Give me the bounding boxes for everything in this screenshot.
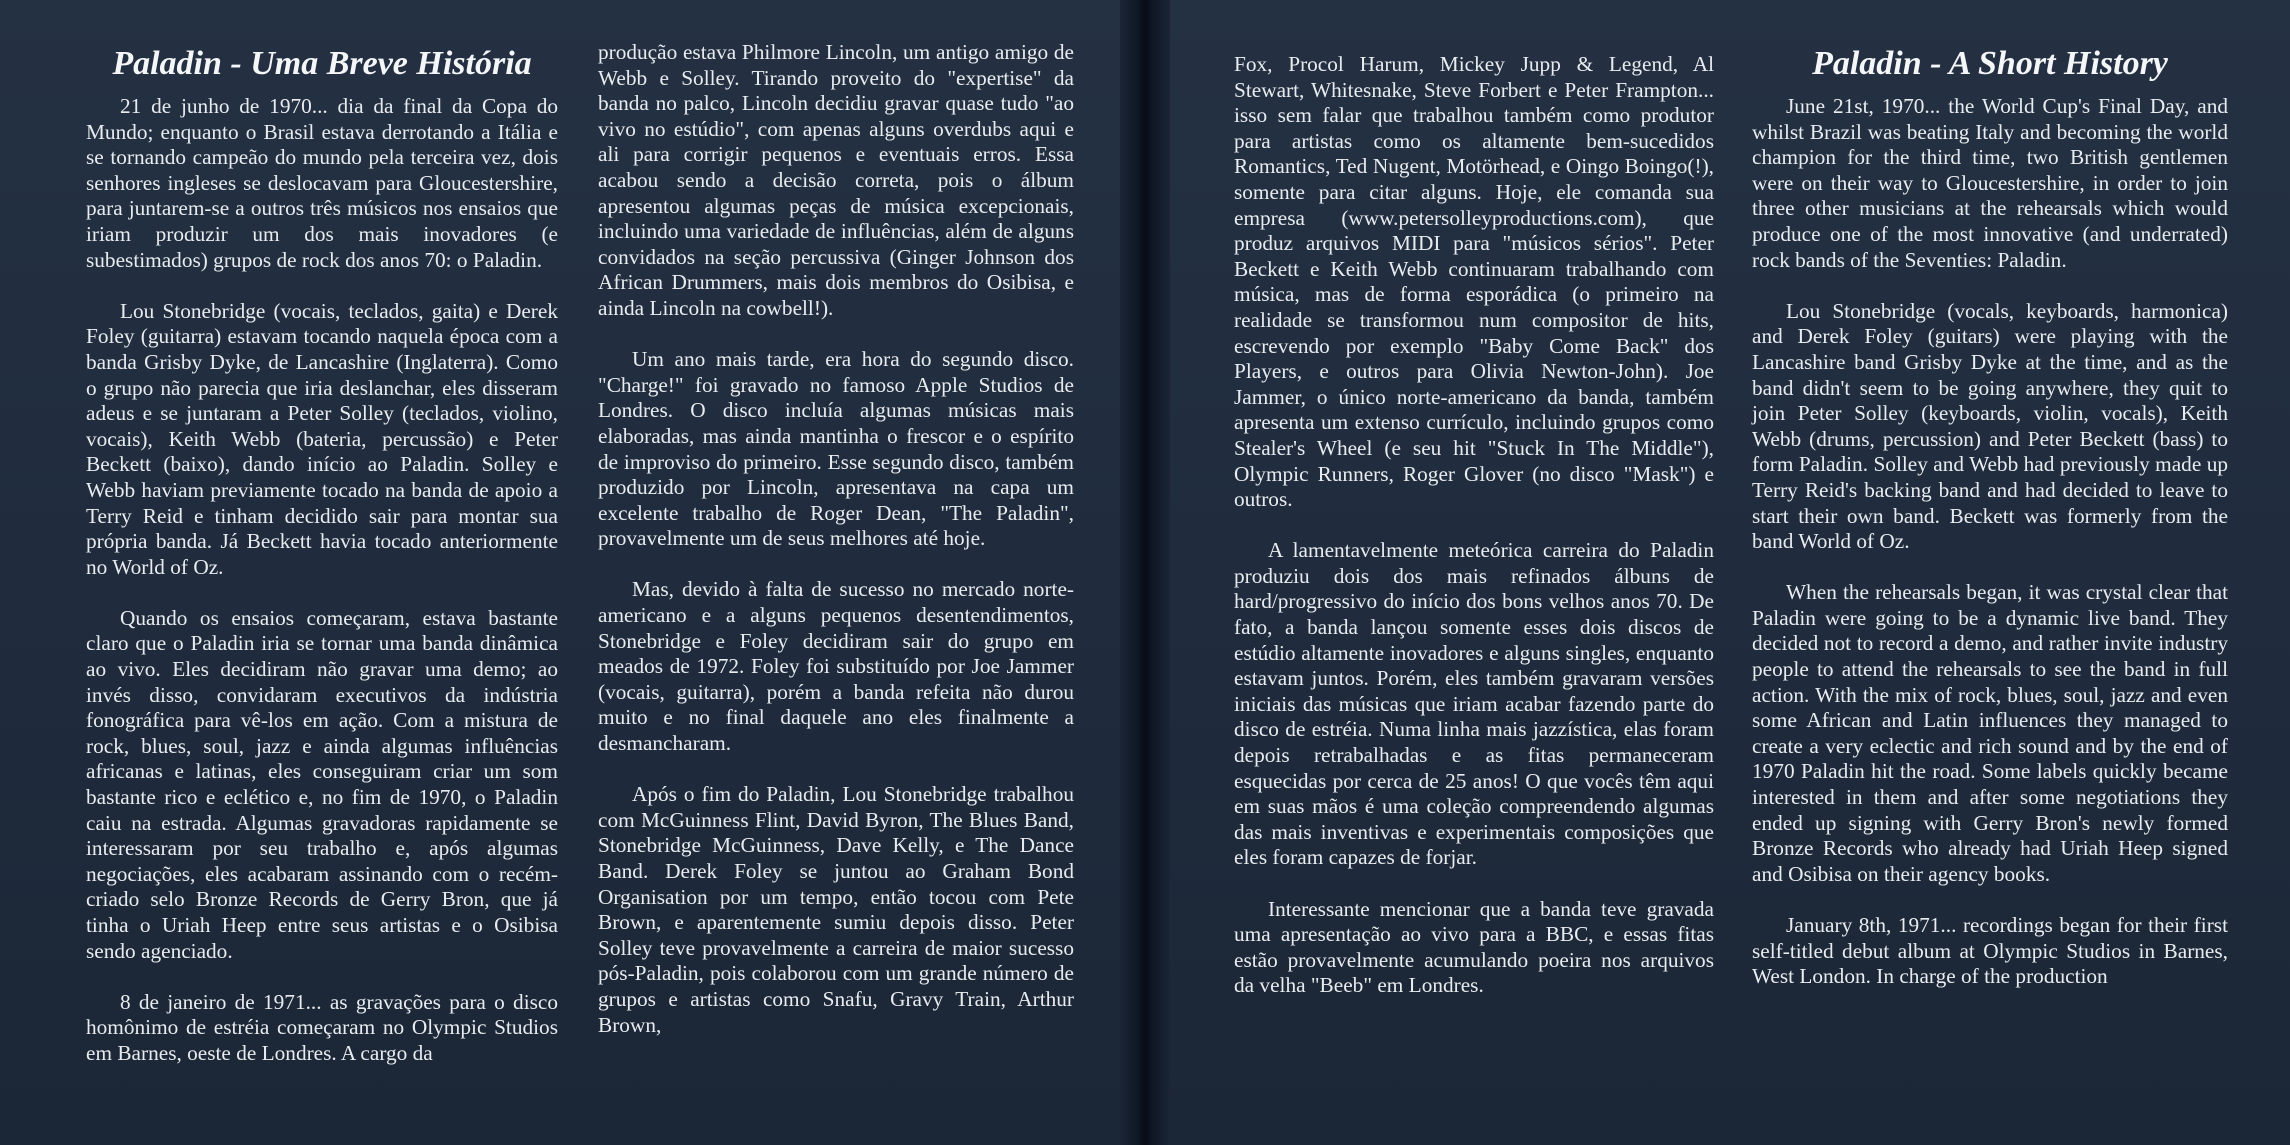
paragraph: Mas, devido à falta de sucesso no mercado norte-americano e a alguns pequenos desentendimentos, Stonebridge e Foley decidiram sair do grupo em meados de 1972. Foley foi substituído por Joe Jammer (vocais, guitarra), porém a banda refeita não durou muito e no final daquele ano eles finalmente a desmancharam. (598, 577, 1074, 756)
paragraph: Lou Stonebridge (vocals, keyboards, harmonica) and Derek Foley (guitars) were playing with the Lancashire band Grisby Dyke at the time, and as the band didn't seem to be going anywhere, they quit to join Peter Solley (keyboards, violin, vocals), Keith Webb (drums, percussion) and Peter Beckett (bass) to form Paladin. Solley and Webb had previously made up Terry Reid's backing band and had decided to leave to start their own band. Beckett was formerly from the band World of Oz. (1752, 298, 2228, 554)
english-column (1752, 40, 2228, 1015)
paragraph: Fox, Procol Harum, Mickey Jupp & Legend, Al Stewart, Whitesnake, Steve Forbert e Peter Frampton... isso sem falar que trabalhou também como produtor para artistas como os altamente bem-sucedidos Romantics, Ted Nugent, Motörhead, e Oingo Boingo(!), somente para citar alguns. Hoje, ele comanda sua empresa (www.petersolleyproductions.com), que produz arquivos MIDI para "músicos sérios". Peter Beckett e Keith Webb continuaram trabalhando com música, mas de forma esporádica (o primeiro na realidade se transformou num compositor de hits, escrevendo por exemplo "Baby Come Back" dos Players, e outros para Olivia Newton-John). Joe Jammer, o único norte-americano da banda, também apresenta um extenso currículo, incluindo grupos como Stealer's Wheel (e seu hit "Stuck In The Middle"), Olympic Runners, Roger Glover (no disco "Mask") e outros. (1234, 52, 1714, 512)
paragraph: Interessante mencionar que a banda teve gravada uma apresentação ao vivo para a BBC, e essas fitas estão provavelmente acumulando poeira nos arquivos da velha "Beeb" em Londres. (1234, 896, 1714, 998)
english-title: Paladin - A Short History (1812, 45, 2168, 82)
paragraph: Quando os ensaios começaram, estava bastante claro que o Paladin iria se tornar uma banda dinâmica ao vivo. Eles decidiram não gravar uma demo; ao invés disso, convidaram executivos da indústria fonográfica para vê-los em ação. Com a mistura de rock, blues, soul, jazz e ainda algumas influências africanas e latinas, eles conseguiram criar um som bastante rico e eclético e, no fim de 1970, o Paladin caiu na estrada. Algumas gravadoras rapidamente se interessaram por seu trabalho e, após algumas negociações, eles acabaram assinando com o recém-criado selo Bronze Records de Gerry Bron, que já tinha o Uriah Heep entre seus artistas e o Osibisa sendo agenciado. (86, 605, 558, 963)
paragraph: produção estava Philmore Lincoln, um antigo amigo de Webb e Solley. Tirando proveito do "expertise" da banda no palco, Lincoln decidiu gravar quase tudo "ao vivo no estúdio", com apenas alguns overdubs aqui e ali para corrigir pequenos e eventuais erros. Essa acabou sendo a decisão correta, pois o álbum apresentou algumas peças de música excepcionais, incluindo uma variedade de influências, além de alguns convidados na seção percussiva (Ginger Johnson dos African Drummers, mais dois membros do Osibisa, e ainda Lincoln na cowbell!). (598, 40, 1074, 320)
paragraph: 8 de janeiro de 1971... as gravações para o disco homônimo de estréia começaram no Olympic Studios em Barnes, oeste de Londres. A cargo da (86, 989, 558, 1065)
paragraph: Após o fim do Paladin, Lou Stonebridge trabalhou com McGuinness Flint, David Byron, The Blues Band, Stonebridge McGuinness, Dave Kelly, e The Dance Band. Derek Foley se juntou ao Graham Bond Organisation por um tempo, então tocou com Pete Brown, e aparentemente sumiu depois disso. Peter Solley teve provavelmente a carreira de maior sucesso pós-Paladin, pois colaborou com um grande número de grupos e artistas como Snafu, Gravy Train, Arthur Brown, (598, 782, 1074, 1037)
portuguese-column-3 (1234, 52, 1714, 1025)
paragraph: June 21st, 1970... the World Cup's Final Day, and whilst Brazil was beating Italy and becoming the world champion for the third time, two British gentlemen were on their way to Gloucestershire, in order to join three other musicians at the rehearsals which would produce one of the most innovative (and underrated) rock bands of the Seventies: Paladin. (1752, 94, 2228, 272)
portuguese-title: Paladin - Uma Breve História (112, 45, 532, 82)
paragraph: A lamentavelmente meteórica carreira do Paladin produziu dois dos mais refinados álbuns de hard/progressivo do início dos bons velhos anos 70. De fato, a banda lançou somente esses dois discos de estúdio altamente inovadores e alguns singles, enquanto estavam juntos. Porém, eles também gravaram versões iniciais das músicas que iriam acabar fazendo parte do disco de estréia. Numa linha mais jazzística, elas foram depois retrabalhadas e as fitas permaneceram esquecidas por cerca de 25 anos! O que vocês têm aqui em suas mãos é uma coleção compreendendo algumas das mais inventivas e experimentais composições que eles foram capazes de forjar. (1234, 538, 1714, 870)
portuguese-column-2 (598, 40, 1074, 1064)
paragraph: When the rehearsals began, it was crystal clear that Paladin were going to be a dynamic live band. They decided not to record a demo, and rather invite industry people to attend the rehearsals to see the band in full action. With the mix of rock, blues, soul, jazz and even some African and Latin influences they managed to create a very eclectic and rich sound and by the end of 1970 Paladin hit the road. Some labels quickly became interested in them and after some negotiations they ended up signing with Gerry Bron's newly formed Bronze Records who already had Uriah Heep signed and Osibisa on their agency books. (1752, 580, 2228, 886)
booklet-spine (1120, 0, 1170, 1145)
paragraph: Lou Stonebridge (vocais, teclados, gaita) e Derek Foley (guitarra) estavam tocando naquela época com a banda Grisby Dyke, de Lancashire (Inglaterra). Como o grupo não parecia que iria deslanchar, eles disseram adeus e se juntaram a Peter Solley (teclados, violino, vocais), Keith Webb (bateria, percussão) e Peter Beckett (baixo), dando início ao Paladin. Solley e Webb haviam previamente tocado na banda de apoio a Terry Reid e tinham decidido sair para montar sua própria banda. Já Beckett havia tocado anteriormente no World of Oz. (86, 298, 558, 579)
paragraph: Um ano mais tarde, era hora do segundo disco. "Charge!" foi gravado no famoso Apple Studios de Londres. O disco incluía algumas músicas mais elaboradas, mas ainda mantinha o frescor e o espírito de improviso do primeiro. Esse segundo disco, também produzido por Lincoln, apresentava na capa um excelente trabalho de Roger Dean, "The Paladin", provavelmente um de seus melhores até hoje. (598, 347, 1074, 551)
paragraph: 21 de junho de 1970... dia da final da Copa do Mundo; enquanto o Brasil estava derrotando a Itália e se tornando campeão do mundo pela terceira vez, dois senhores ingleses se deslocavam para Gloucestershire, para juntarem-se a outros três músicos nos ensaios que iriam produzir um dos mais inovadores (e subestimados) grupos de rock dos anos 70: o Paladin. (86, 94, 558, 272)
portuguese-column-1 (86, 40, 558, 1092)
paragraph: January 8th, 1971... recordings began for their first self-titled debut album at Olympic Studios in Barnes, West London. In charge of the production (1752, 913, 2228, 989)
